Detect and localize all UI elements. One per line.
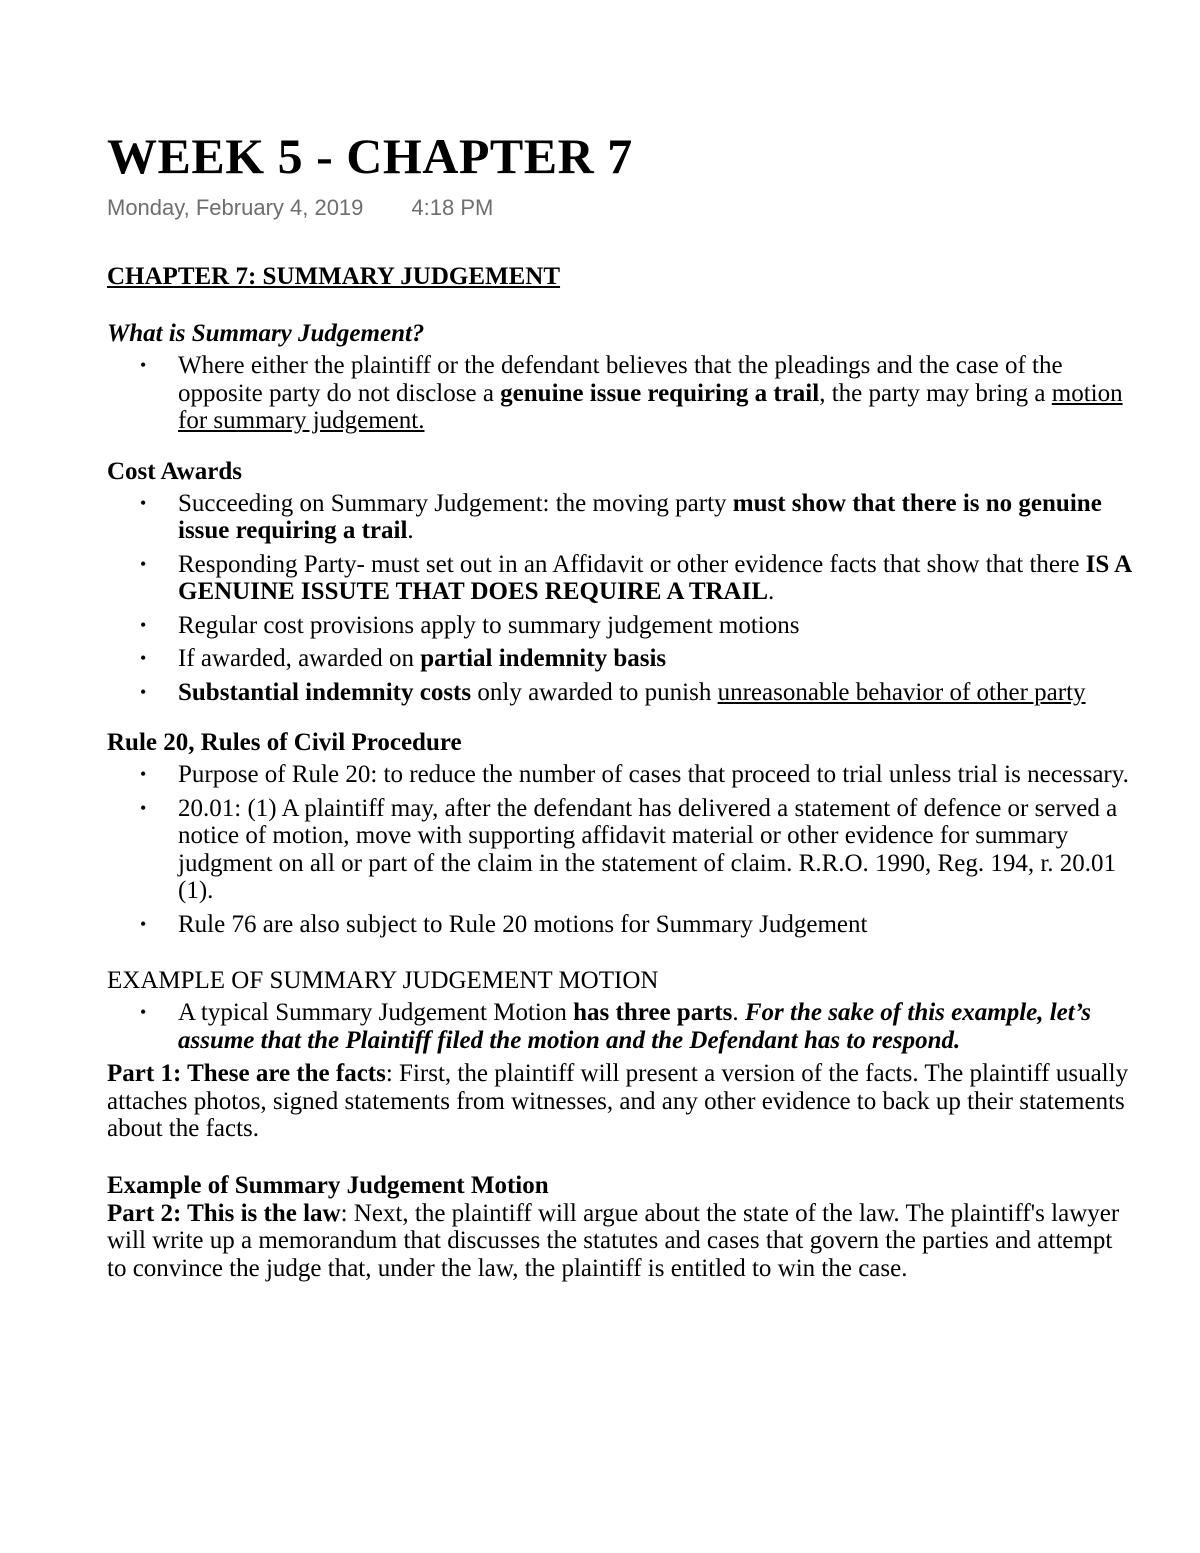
list-item xyxy=(107,645,1137,673)
text-run-bold: IS A GENUINE ISSUTE THAT DOES REQUIRE A TRAIL xyxy=(178,550,1131,605)
text-run: . xyxy=(768,578,775,605)
section-heading: Cost Awards xyxy=(107,457,242,485)
text-run-bold: Substantial indemnity costs xyxy=(178,678,472,706)
bullet-list xyxy=(107,999,1137,1054)
bullet-icon: • xyxy=(140,648,147,668)
text-run: Succeeding on Summary Judgement: the moving party xyxy=(178,489,733,517)
list-item xyxy=(107,490,1137,545)
text-run-bold-italic: For the sake of this example, let’s assume that the Plaintiff filed the motion and the Defendant has to respond. xyxy=(178,999,1091,1054)
bullet-icon: • xyxy=(140,614,147,635)
section-heading: Example of Summary Judgement Motion xyxy=(107,1171,549,1199)
section-rule-20 xyxy=(107,728,1137,938)
part-2-paragraph xyxy=(107,1200,1137,1283)
part-label: Part 2: This is the law xyxy=(107,1199,341,1227)
text-run-underline: motion for summary judgement. xyxy=(178,379,1123,434)
list-item xyxy=(107,352,1137,435)
bullet-list xyxy=(107,761,1137,938)
text-run: : Next, the plaintiff will argue about the state of the law. The plaintiff's lawyer will write up a memorandum that discusses the statutes and cases that govern the parties and attempt to convince the judge that, under the law, the plaintiff is entitled to win the case. xyxy=(107,1199,1120,1282)
list-item xyxy=(107,679,1137,707)
bullet-icon: • xyxy=(140,1002,147,1022)
text-run: Rule 76 are also subject to Rule 20 motions for Summary Judgement xyxy=(178,910,868,938)
text-run-bold: has three parts xyxy=(573,999,733,1026)
chapter-heading: CHAPTER 7: SUMMARY JUDGEMENT xyxy=(107,263,561,290)
bullet-icon: • xyxy=(140,355,147,375)
note-time: 4:18 PM xyxy=(411,195,494,220)
text-run: 20.01: (1) A plaintiff may, after the defendant has delivered a statement of defence or served a notice of motion, move with supporting affidavit material or other evidence for summary judgment on all or part of the claim in the statement of claim. R.R.O. 1990, Reg. 194, r. 20.01 (1). xyxy=(178,794,1118,904)
section-what-is xyxy=(107,319,1137,435)
section-example xyxy=(107,966,1137,1054)
part-label: Part 1: These are the facts xyxy=(107,1060,386,1087)
text-run-underline: unreasonable behavior of other party xyxy=(717,678,1086,706)
text-run: Regular cost provisions apply to summary judgement motions xyxy=(178,611,800,639)
list-item xyxy=(107,612,1137,640)
text-run-bold: must show that there is no genuine issue requiring a trail xyxy=(178,489,1102,544)
bullet-list xyxy=(107,352,1137,435)
bullet-icon: • xyxy=(140,492,147,513)
note-date: Monday, February 4, 2019 xyxy=(107,195,364,220)
text-run: . xyxy=(407,517,414,544)
bullet-icon: • xyxy=(140,681,147,702)
note-timestamp xyxy=(107,194,1137,222)
list-item xyxy=(107,761,1137,789)
text-run: : First, the plaintiff will present a version of the facts. The plaintiff usually attaches photos, signed statements from witnesses, and any other evidence to back up their statements about the facts. xyxy=(107,1060,1129,1142)
text-run: , the party may bring a xyxy=(819,379,1052,407)
page-title: WEEK 5 - CHAPTER 7 xyxy=(107,128,633,184)
section-heading: What is Summary Judgement? xyxy=(107,320,425,347)
bullet-list xyxy=(107,490,1137,707)
section-cost-awards xyxy=(107,457,1137,707)
section-heading: Rule 20, Rules of Civil Procedure xyxy=(107,729,462,756)
section-part-2 xyxy=(107,1171,1137,1283)
bullet-icon: • xyxy=(140,553,147,574)
text-run-bold: genuine issue requiring a trail xyxy=(500,379,820,407)
text-run: If awarded, awarded on xyxy=(178,645,421,672)
bullet-icon: • xyxy=(140,913,147,934)
text-run: Responding Party- must set out in an Affidavit or other evidence facts that show that there xyxy=(178,550,1086,578)
part-1-paragraph xyxy=(107,1060,1137,1143)
list-item xyxy=(107,999,1137,1054)
text-run: Purpose of Rule 20: to reduce the number of cases that proceed to trial unless trial is necessary. xyxy=(178,761,1129,788)
list-item xyxy=(107,551,1137,606)
text-run: only awarded to punish xyxy=(471,678,718,706)
bullet-icon: • xyxy=(140,764,147,784)
section-heading: EXAMPLE OF SUMMARY JUDGEMENT MOTION xyxy=(107,967,659,994)
text-run-bold: partial indemnity basis xyxy=(420,645,667,672)
note-page xyxy=(107,128,1137,1282)
text-run: . xyxy=(732,999,745,1026)
list-item xyxy=(107,911,1137,939)
text-run: Where either the plaintiff or the defendant believes that the pleadings and the case of the opposite party do not disclose a xyxy=(178,352,1063,407)
list-item xyxy=(107,795,1137,905)
text-run: A typical Summary Judgement Motion xyxy=(178,999,574,1026)
bullet-icon: • xyxy=(140,797,147,818)
